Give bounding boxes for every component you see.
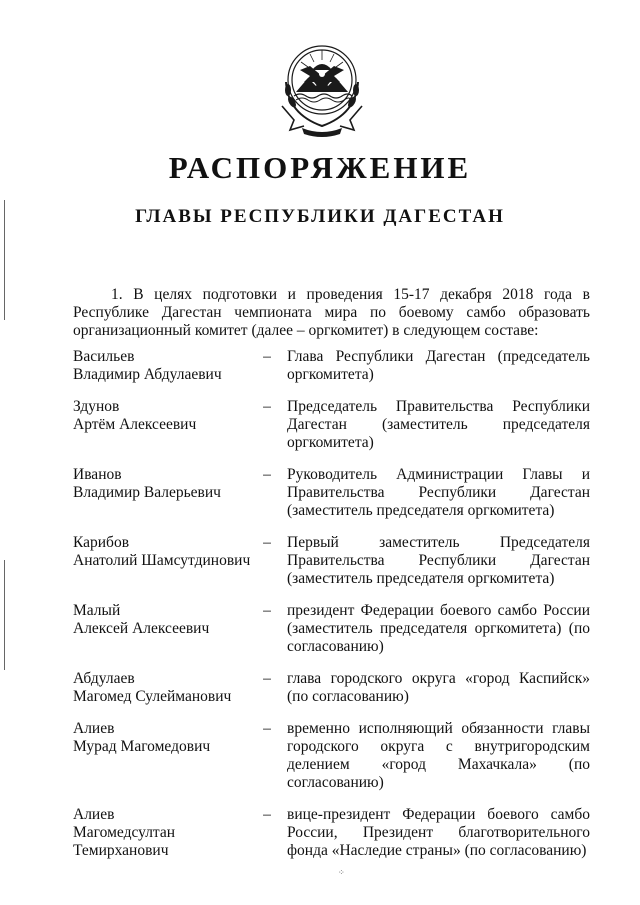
member-dash: – (263, 806, 271, 823)
scan-speck: ⁘ (338, 868, 345, 877)
member-name (73, 466, 258, 502)
member-entry (73, 806, 590, 860)
member-role: глава городского округа «город Каспийск» (по согласованию) (287, 670, 590, 705)
intro-paragraph (73, 286, 590, 340)
member-entry (73, 466, 590, 520)
member-entry (73, 398, 590, 452)
member-given-name: Анатолий Шамсутдинович (73, 552, 251, 569)
coat-of-arms-emblem (276, 36, 368, 140)
member-surname: Абдулаев (73, 670, 135, 687)
member-name (73, 398, 258, 434)
member-entry (73, 670, 590, 706)
member-patronymic: Темирханович (73, 842, 169, 859)
member-dash: – (263, 466, 271, 483)
member-surname: Иванов (73, 466, 122, 483)
member-name (73, 348, 258, 384)
member-role: президент Федерации боевого самбо России (заместитель председателя оргкомитета) (по согласованию) (287, 602, 590, 655)
member-role: Первый заместитель Председателя Правительства Республики Дагестан (заместитель председателя оргкомитета) (287, 534, 590, 587)
member-given-name: Артём Алексеевич (73, 416, 197, 433)
member-surname: Карибов (73, 534, 130, 551)
member-given-name: Магомед Сулейманович (73, 688, 232, 705)
member-given-name: Алексей Алексеевич (73, 620, 210, 637)
member-role: Председатель Правительства Республики Дагестан (заместитель председателя оргкомитета) (287, 398, 590, 451)
member-entry (73, 720, 590, 792)
member-role: вице-президент Федерации боевого самбо России, Президент благотворительного фонда «Наследие страны» (по согласованию) (287, 806, 590, 859)
member-role: временно исполняющий обязанности главы городского округа с внутригородским делением «город Махачкала» (по согласованию) (287, 720, 590, 791)
member-surname: Алиев (73, 720, 115, 737)
member-name (73, 602, 258, 638)
member-name (73, 534, 258, 570)
member-given-name: Владимир Абдулаевич (73, 366, 222, 383)
member-dash: – (263, 348, 271, 365)
member-dash: – (263, 398, 271, 415)
member-surname: Малый (73, 602, 121, 619)
member-dash: – (263, 602, 271, 619)
member-role: Руководитель Администрации Главы и Правительства Республики Дагестан (заместитель председателя оргкомитета) (287, 466, 590, 519)
committee-members-list (73, 348, 590, 874)
member-name (73, 806, 258, 860)
scan-edge-line (4, 560, 5, 670)
scan-edge-line (4, 200, 5, 320)
member-dash: – (263, 534, 271, 551)
member-surname: Здунов (73, 398, 120, 415)
member-surname: Алиев (73, 806, 115, 823)
intro-text: 1. В целях подготовки и проведения 15-17 декабря 2018 года в Республике Дагестан чемпионата мира по боевому самбо образовать организационный комитет (далее – оргкомитет) в следующем составе: (73, 286, 590, 339)
member-entry (73, 534, 590, 588)
member-dash: – (263, 670, 271, 687)
member-dash: – (263, 720, 271, 737)
member-given-name: Магомедсултан (73, 824, 176, 841)
member-role: Глава Республики Дагестан (председатель оргкомитета) (287, 348, 590, 383)
member-given-name: Мурад Магомедович (73, 738, 211, 755)
member-surname: Васильев (73, 348, 135, 365)
document-subtitle: ГЛАВЫ РЕСПУБЛИКИ ДАГЕСТАН (135, 206, 505, 227)
member-name (73, 720, 258, 756)
member-name (73, 670, 258, 706)
member-entry (73, 602, 590, 656)
member-entry (73, 348, 590, 384)
member-given-name: Владимир Валерьевич (73, 484, 221, 501)
document-title: РАСПОРЯЖЕНИЕ (168, 150, 472, 185)
